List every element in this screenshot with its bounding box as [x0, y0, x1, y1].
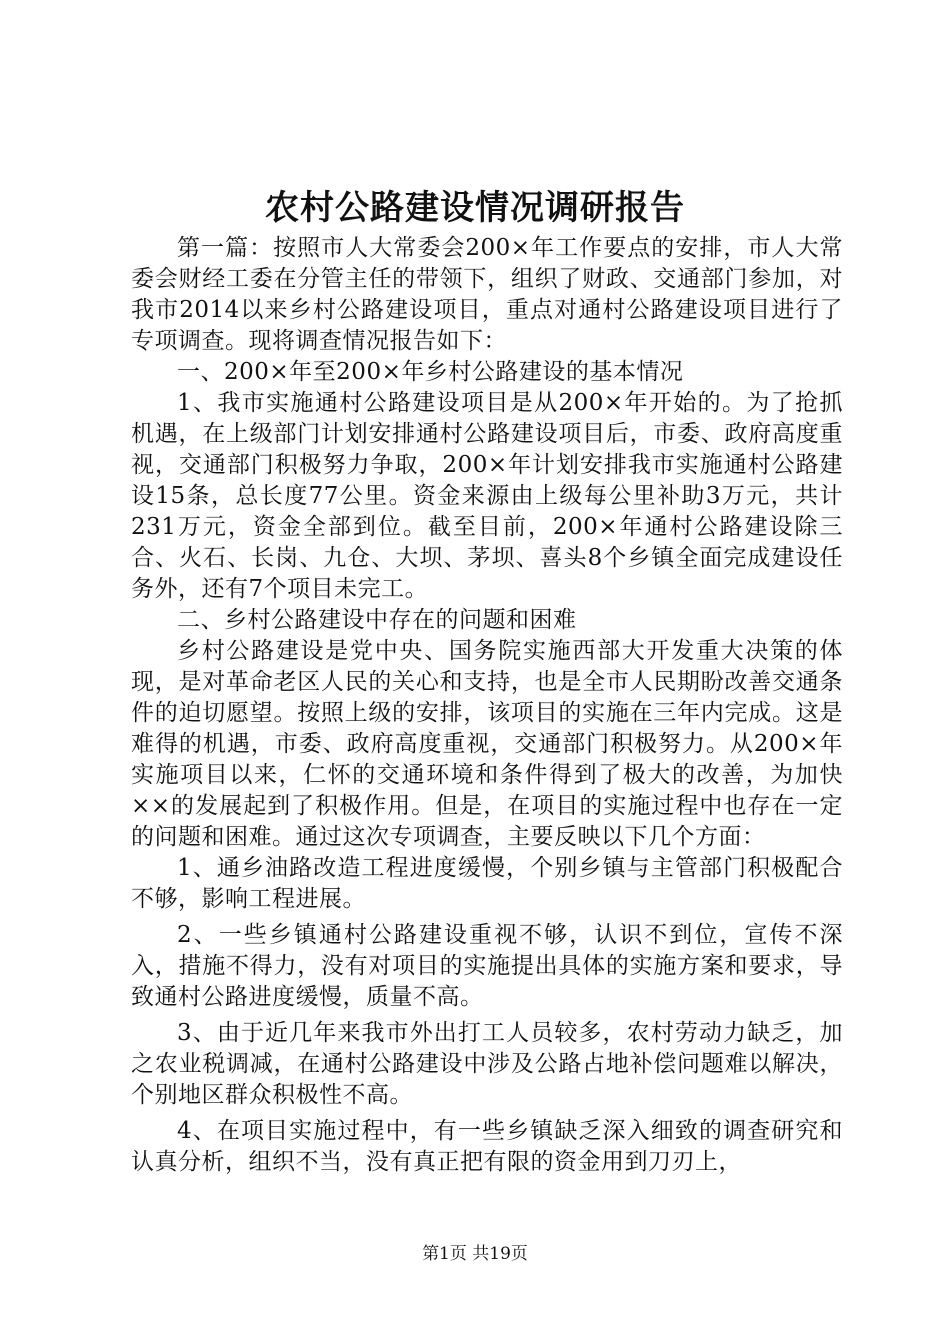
paragraph-problem-1: 1、通乡油路改造工程进度缓慢，个别乡镇与主管部门积极配合不够，影响工程进展。: [131, 855, 843, 912]
paragraph-intro: 第一篇：按照市人大常委会200×年工作要点的安排，市人大常委会财经工委在分管主任的带领下，组织了财政、交通部门参加，对我市2014以来乡村公路建设项目，重点对通村公路建设项目进行了专项调查。现将调查情况报告如下：: [131, 235, 843, 354]
section-heading-basic-situation: 一、200×年至200×年乡村公路建设的基本情况: [177, 359, 684, 385]
paragraph-problems-intro: 乡村公路建设是党中央、国务院实施西部大开发重大决策的体现，是对革命老区人民的关心和支持，也是全市人民期盼改善交通条件的迫切愿望。按照上级的安排，该项目的实施在三年内完成。这是难得的机遇，市委、政府高度重视，交通部门积极努力。从200×年实施项目以来，仁怀的交通环境和条件得到了极大的改善，为加快××的发展起到了积极作用。但是，在项目的实施过程中也存在一定的问题和困难。通过这次专项调查，主要反映以下几个方面：: [131, 638, 843, 850]
document-body: [131, 233, 843, 1178]
document-title: 农村公路建设情况调研报告: [265, 188, 685, 228]
page-number: 第1页 共19页: [422, 1244, 528, 1264]
paragraph-item-1: 1、我市实施通村公路建设项目是从200×年开始的。为了抢抓机遇，在上级部门计划安排通村公路建设项目后，市委、政府高度重视，交通部门积极努力争取，200×年计划安排我市实施通村公路建设15条，总长度77公里。资金来源由上级每公里补助3万元，共计231万元，资金全部到位。截至目前，200×年通村公路建设除三合、火石、长岗、九仓、大坝、茅坝、喜头8个乡镇全面完成建设任务外，还有7个项目未完工。: [131, 390, 843, 602]
paragraph-problem-4: 4、在项目实施过程中，有一些乡镇缺乏深入细致的调查研究和认真分析，组织不当，没有真正把有限的资金用到刀刃上，: [131, 1118, 843, 1175]
paragraph-problem-3: 3、由于近几年来我市外出打工人员较多，农村劳动力缺乏，加之农业税调减，在通村公路建设中涉及公路占地补偿问题难以解决，个别地区群众积极性不高。: [131, 1020, 843, 1108]
paragraph-problem-2: 2、一些乡镇通村公路建设重视不够，认识不到位，宣传不深入，措施不得力，没有对项目的实施提出具体的实施方案和要求，导致通村公路进度缓慢，质量不高。: [131, 922, 843, 1010]
section-heading-problems: 二、乡村公路建设中存在的问题和困难: [177, 607, 577, 633]
